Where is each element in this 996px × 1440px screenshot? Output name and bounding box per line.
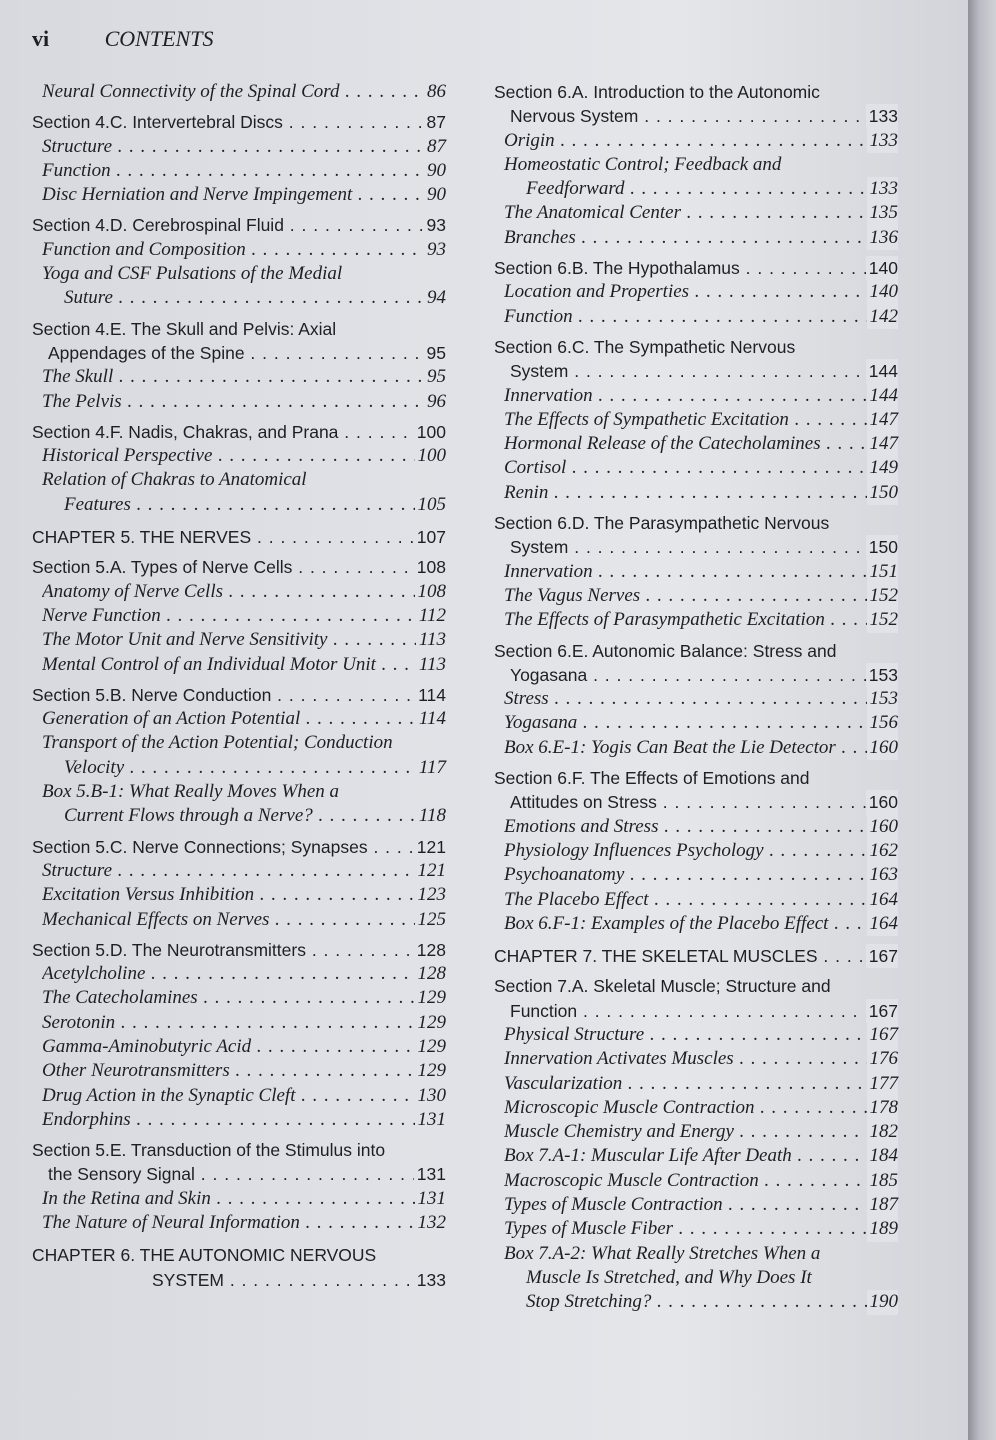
toc-entry	[32, 628, 446, 652]
toc-page-number: 147	[867, 408, 899, 432]
toc-entry	[494, 226, 898, 250]
toc-entry	[32, 908, 446, 932]
toc-entry	[494, 1072, 898, 1096]
toc-entry	[494, 944, 898, 968]
toc-page-number: 185	[867, 1169, 899, 1193]
toc-entry-title-line: Function . . .	[42, 159, 446, 183]
toc-entry-title-line: Innervation Activates Muscles . . .	[504, 1047, 898, 1071]
toc-entry-title-line: Origin . . .	[504, 129, 898, 153]
toc-entry	[32, 135, 446, 159]
toc-entry-title-line: Suture . . .	[42, 286, 446, 310]
toc-entry-title-line: Nervous System . . .	[494, 104, 898, 128]
toc-entry	[32, 1187, 446, 1211]
page-number: vi	[32, 26, 50, 51]
toc-page-number: 133	[866, 104, 898, 128]
toc-page-number: 114	[415, 683, 446, 707]
toc-entry-title-line: Yogasana . . .	[504, 711, 898, 735]
toc-entry	[32, 1035, 446, 1059]
toc-entry-title-line: Section 4.D. Cerebrospinal Fluid . . .	[32, 213, 446, 237]
toc-entry	[32, 835, 446, 859]
toc-entry-title-line: Section 5.B. Nerve Conduction . . .	[32, 683, 446, 707]
toc-page-number: 140	[866, 256, 898, 280]
toc-page-number: 150	[867, 481, 899, 505]
toc-entry-title-line: Feedforward . . .	[504, 177, 898, 201]
toc-entry-title-line: Section 5.D. The Neurotransmitters . . .	[32, 938, 446, 962]
toc-page-number: 94	[424, 286, 446, 310]
toc-entry	[32, 468, 446, 517]
toc-entry-title-line: In the Retina and Skin . . .	[42, 1187, 446, 1211]
toc-entry-title-line: Disc Herniation and Nerve Impingement . . .	[42, 183, 446, 207]
toc-page-number: 184	[867, 1144, 899, 1168]
toc-page-number: 142	[867, 305, 899, 329]
toc-entry-title-line: Section 5.C. Nerve Connections; Synapses . . .	[32, 835, 446, 859]
toc-page-number: 113	[416, 653, 446, 677]
toc-page-number: 117	[416, 756, 446, 780]
toc-entry-title-line: Types of Muscle Contraction . . .	[504, 1193, 898, 1217]
toc-page-number: 153	[866, 663, 898, 687]
running-header	[32, 26, 213, 52]
toc-entry-title-line: SYSTEM . . .	[32, 1268, 446, 1292]
toc-entry	[494, 1120, 898, 1144]
toc-entry	[32, 1011, 446, 1035]
toc-entry	[494, 639, 898, 688]
toc-page-number: 153	[867, 687, 899, 711]
toc-entry-title-line: Location and Properties . . .	[504, 280, 898, 304]
toc-page-number: 108	[415, 580, 447, 604]
toc-entry-title-line: the Sensory Signal . . .	[32, 1162, 446, 1186]
toc-page-number: 108	[414, 555, 446, 579]
toc-page-number: 121	[414, 835, 446, 859]
toc-page-number: 131	[414, 1162, 446, 1186]
toc-entry-title-line: The Motor Unit and Nerve Sensitivity . . .	[42, 628, 446, 652]
toc-entry-title-line: The Catecholamines . . .	[42, 986, 446, 1010]
toc-entry-title-line: Hormonal Release of the Catecholamines . . .	[504, 432, 898, 456]
toc-entry-title-line: CHAPTER 7. THE SKELETAL MUSCLES . . .	[494, 944, 898, 968]
toc-page-number: 133	[867, 129, 899, 153]
toc-page-number: 86	[424, 80, 446, 104]
toc-page-number: 93	[424, 213, 446, 237]
toc-entry-title-line: Physical Structure . . .	[504, 1023, 898, 1047]
toc-page-number: 129	[415, 1059, 447, 1083]
toc-page-number: 90	[424, 159, 446, 183]
toc-entry-title-line: Psychoanatomy . . .	[504, 863, 898, 887]
toc-entry	[32, 1059, 446, 1083]
toc-entry	[494, 839, 898, 863]
toc-entry	[32, 1243, 446, 1292]
toc-entry	[494, 408, 898, 432]
toc-page-number: 144	[867, 384, 899, 408]
toc-page-number: 123	[415, 883, 447, 907]
toc-entry	[494, 256, 898, 280]
toc-entry-title-line: Function and Composition . . .	[42, 238, 446, 262]
toc-entry	[32, 1084, 446, 1108]
toc-entry-title-line: The Effects of Parasympathetic Excitation . . .	[504, 608, 898, 632]
toc-entry	[494, 153, 898, 202]
toc-page-number: 160	[867, 736, 899, 760]
toc-entry	[32, 859, 446, 883]
toc-entry-title-line: Current Flows through a Nerve? . . .	[42, 804, 446, 828]
toc-page-number: 105	[415, 493, 447, 517]
toc-page-number: 156	[867, 711, 899, 735]
toc-entry-title-line: System . . .	[494, 535, 898, 559]
toc-entry-title-line: Drug Action in the Synaptic Cleft . . .	[42, 1084, 446, 1108]
toc-entry-title: Section 5.E. Transduction of the Stimulus into	[32, 1140, 386, 1161]
toc-entry	[32, 962, 446, 986]
toc-page-number: 164	[867, 912, 899, 936]
toc-page-number: 162	[867, 839, 899, 863]
toc-entry	[32, 444, 446, 468]
toc-entry-title-line: The Nature of Neural Information . . .	[42, 1211, 446, 1235]
toc-entry-title-line: Endorphins . . .	[42, 1108, 446, 1132]
toc-page-number: 144	[866, 359, 898, 383]
toc-entry	[32, 110, 446, 134]
toc-page-number: 131	[415, 1108, 447, 1132]
toc-entry-title-line: CHAPTER 5. THE NERVES . . .	[32, 525, 446, 549]
toc-entry-title-line: Attitudes on Stress . . .	[494, 790, 898, 814]
toc-entry	[494, 432, 898, 456]
toc-page-number: 190	[867, 1290, 899, 1314]
toc-entry-title-line: Macroscopic Muscle Contraction . . .	[504, 1169, 898, 1193]
toc-entry-title: Section 4.E. The Skull and Pelvis: Axial	[32, 318, 337, 339]
toc-entry-title-line: Box 6.F-1: Examples of the Placebo Effect . . .	[504, 912, 898, 936]
toc-entry-title-line: Mental Control of an Individual Motor Unit . . .	[42, 653, 446, 677]
toc-entry-title-line: The Pelvis . . .	[42, 390, 446, 414]
toc-page-number: 93	[424, 238, 446, 262]
toc-page-number: 133	[867, 177, 899, 201]
toc-entry-title-line: Generation of an Action Potential . . .	[42, 707, 446, 731]
toc-entry-title-line: Appendages of the Spine . . .	[32, 341, 446, 365]
toc-entry	[32, 986, 446, 1010]
toc-entry-title-line: The Vagus Nerves . . .	[504, 584, 898, 608]
toc-entry	[494, 1096, 898, 1120]
toc-page-number: 129	[415, 986, 447, 1010]
toc-entry-title-line: Innervation . . .	[504, 384, 898, 408]
toc-entry-title-line: Stop Stretching? . . .	[504, 1290, 898, 1314]
toc-entry	[494, 1217, 898, 1241]
toc-entry-title: Section 6.F. The Effects of Emotions and	[494, 768, 810, 789]
toc-entry	[494, 560, 898, 584]
toc-page-number: 118	[416, 804, 446, 828]
toc-entry-title-line: Serotonin . . .	[42, 1011, 446, 1035]
toc-entry-title-line: Gamma-Aminobutyric Acid . . .	[42, 1035, 446, 1059]
toc-entry-title: Homeostatic Control; Feedback and	[504, 153, 782, 175]
toc-entry	[32, 683, 446, 707]
toc-page-number: 140	[867, 280, 899, 304]
toc-page-number: 100	[414, 420, 446, 444]
toc-entry	[32, 365, 446, 389]
toc-entry	[32, 390, 446, 414]
toc-entry	[32, 707, 446, 731]
toc-entry-title-line: Stress . . .	[504, 687, 898, 711]
toc-entry-title-line: Function . . .	[494, 999, 898, 1023]
toc-entry-title-line: Structure . . .	[42, 859, 446, 883]
toc-entry-title-line: Neural Connectivity of the Spinal Cord . . .	[42, 80, 446, 104]
toc-page-number: 107	[414, 525, 446, 549]
toc-entry	[32, 1108, 446, 1132]
toc-entry	[32, 317, 446, 366]
toc-entry	[494, 912, 898, 936]
toc-page-number: 112	[416, 604, 446, 628]
toc-entry-title-line: Other Neurotransmitters . . .	[42, 1059, 446, 1083]
toc-entry	[32, 262, 446, 311]
toc-entry	[494, 384, 898, 408]
toc-entry-title-line: The Skull . . .	[42, 365, 446, 389]
toc-entry-title: CHAPTER 6. THE AUTONOMIC NERVOUS	[32, 1245, 377, 1266]
toc-page-number: 95	[424, 341, 446, 365]
toc-page-number: 178	[867, 1096, 899, 1120]
toc-entry	[494, 863, 898, 887]
toc-page-number: 135	[867, 201, 899, 225]
toc-entry	[494, 511, 898, 560]
toc-page-number: 129	[415, 1011, 447, 1035]
toc-page-number: 176	[867, 1047, 899, 1071]
toc-entry	[494, 481, 898, 505]
toc-entry-title-line: Innervation . . .	[504, 560, 898, 584]
toc-entry-title-line: Anatomy of Nerve Cells . . .	[42, 580, 446, 604]
toc-entry-title-line: Mechanical Effects on Nerves . . .	[42, 908, 446, 932]
toc-entry-title-line: Velocity . . .	[42, 756, 446, 780]
toc-page-number: 149	[867, 456, 899, 480]
toc-entry	[494, 280, 898, 304]
toc-entry	[32, 653, 446, 677]
toc-page-number: 182	[867, 1120, 899, 1144]
toc-page-number: 187	[867, 1193, 899, 1217]
toc-entry-title-line: Structure . . .	[42, 135, 446, 159]
toc-entry-title-line: Section 6.B. The Hypothalamus . . .	[494, 256, 898, 280]
toc-entry	[32, 731, 446, 780]
toc-entry	[32, 555, 446, 579]
toc-entry	[494, 1242, 898, 1315]
toc-page-number: 167	[866, 999, 898, 1023]
toc-entry-title-line: Renin . . .	[504, 481, 898, 505]
toc-entry	[494, 201, 898, 225]
toc-entry	[32, 80, 446, 104]
toc-page-number: 133	[414, 1268, 446, 1292]
running-title: CONTENTS	[104, 26, 214, 51]
toc-entry-title-line: The Effects of Sympathetic Excitation . . .	[504, 408, 898, 432]
toc-entry	[494, 1169, 898, 1193]
toc-entry-title-line: Section 5.A. Types of Nerve Cells . . .	[32, 555, 446, 579]
toc-entry	[32, 883, 446, 907]
toc-entry-title-line: Muscle Chemistry and Energy . . .	[504, 1120, 898, 1144]
toc-entry	[32, 213, 446, 237]
toc-entry	[494, 766, 898, 815]
toc-entry	[494, 335, 898, 384]
toc-entry	[494, 815, 898, 839]
toc-entry	[494, 687, 898, 711]
toc-entry	[32, 159, 446, 183]
toc-entry-title: Yoga and CSF Pulsations of the Medial	[42, 263, 343, 285]
toc-entry-title-line: Microscopic Muscle Contraction . . .	[504, 1096, 898, 1120]
toc-page-number: 150	[866, 535, 898, 559]
toc-entry	[32, 580, 446, 604]
toc-entry-title-line: System . . .	[494, 359, 898, 383]
toc-page-number: 131	[415, 1187, 447, 1211]
toc-entry-title-line: Function . . .	[504, 305, 898, 329]
toc-entry	[494, 1144, 898, 1168]
toc-entry	[32, 183, 446, 207]
toc-entry-title-line: Types of Muscle Fiber . . .	[504, 1217, 898, 1241]
toc-entry	[494, 1193, 898, 1217]
toc-entry	[32, 780, 446, 829]
toc-left-column	[32, 80, 446, 1292]
toc-entry	[494, 80, 898, 129]
toc-entry-title: Relation of Chakras to Anatomical	[42, 469, 307, 491]
toc-entry	[494, 305, 898, 329]
toc-entry	[494, 888, 898, 912]
toc-entry-title: Transport of the Action Potential; Conduction	[42, 732, 393, 754]
toc-page-number: 128	[414, 938, 446, 962]
toc-entry-title-line: Excitation Versus Inhibition . . .	[42, 883, 446, 907]
toc-entry	[32, 420, 446, 444]
toc-entry-title-line: Yogasana . . .	[494, 663, 898, 687]
toc-page-number: 177	[867, 1072, 899, 1096]
toc-page-number: 125	[415, 908, 447, 932]
toc-page-number: 130	[415, 1084, 447, 1108]
toc-entry	[494, 456, 898, 480]
toc-entry-title: Section 6.D. The Parasympathetic Nervous	[494, 513, 830, 534]
toc-entry-title: Box 7.A-2: What Really Stretches When a	[504, 1242, 821, 1264]
toc-page-number: 163	[867, 863, 899, 887]
toc-page-number: 151	[867, 560, 899, 584]
toc-entry-title-line: The Placebo Effect . . .	[504, 888, 898, 912]
toc-page-number: 167	[866, 944, 898, 968]
toc-page-number: 113	[416, 628, 446, 652]
toc-page-number: 114	[416, 707, 446, 731]
toc-page-number: 152	[867, 608, 899, 632]
toc-entry	[494, 736, 898, 760]
toc-entry-title-line: Cortisol . . .	[504, 456, 898, 480]
toc-entry-title-line: Physiology Influences Psychology . . .	[504, 839, 898, 863]
toc-page-number: 129	[415, 1035, 447, 1059]
toc-entry-title-line: Emotions and Stress . . .	[504, 815, 898, 839]
toc-entry-title: Section 6.E. Autonomic Balance: Stress and	[494, 640, 837, 661]
toc-entry	[494, 1023, 898, 1047]
toc-entry-title-line: Section 4.F. Nadis, Chakras, and Prana . . .	[32, 420, 446, 444]
toc-entry	[494, 711, 898, 735]
toc-entry	[32, 525, 446, 549]
toc-entry-title-line: Section 4.C. Intervertebral Discs . . .	[32, 110, 446, 134]
toc-page-number: 160	[867, 815, 899, 839]
toc-entry-title: Section 6.C. The Sympathetic Nervous	[494, 336, 796, 357]
toc-entry	[32, 238, 446, 262]
toc-entry-title-line: Features . . .	[42, 493, 446, 517]
adjacent-page-edge	[968, 0, 996, 1440]
toc-entry-title-line: Nerve Function . . .	[42, 604, 446, 628]
toc-entry-title-line: Branches . . .	[504, 226, 898, 250]
toc-entry	[32, 1211, 446, 1235]
toc-page-number: 167	[867, 1023, 899, 1047]
toc-entry-title: Section 7.A. Skeletal Muscle; Structure and	[494, 976, 831, 997]
toc-page-number: 132	[415, 1211, 447, 1235]
toc-page-number: 128	[415, 962, 447, 986]
toc-entry	[494, 608, 898, 632]
toc-entry-title-line: Acetylcholine . . .	[42, 962, 446, 986]
toc-page-number: 147	[867, 432, 899, 456]
toc-page-number: 136	[867, 226, 899, 250]
toc-right-column	[494, 80, 898, 1315]
toc-entry-title-line: Vascularization . . .	[504, 1072, 898, 1096]
toc-entry-title-line: Historical Perspective . . .	[42, 444, 446, 468]
toc-page-number: 100	[415, 444, 447, 468]
toc-page-number: 87	[424, 110, 446, 134]
toc-page-number: 164	[867, 888, 899, 912]
toc-page-number: 96	[424, 390, 446, 414]
toc-page-number: 90	[424, 183, 446, 207]
toc-page-number: 95	[424, 365, 446, 389]
toc-page-number: 121	[415, 859, 447, 883]
toc-entry-title-line: Box 6.E-1: Yogis Can Beat the Lie Detector . . .	[504, 736, 898, 760]
toc-page-number: 152	[867, 584, 899, 608]
toc-entry-title: Section 6.A. Introduction to the Autonomic	[494, 82, 820, 102]
toc-entry-title: Muscle Is Stretched, and Why Does It	[526, 1266, 812, 1288]
toc-page-number: 160	[866, 790, 898, 814]
toc-entry	[494, 129, 898, 153]
toc-entry	[32, 1138, 446, 1187]
toc-entry-title-line: The Anatomical Center . . .	[504, 201, 898, 225]
toc-entry	[494, 584, 898, 608]
toc-entry	[32, 604, 446, 628]
toc-entry	[32, 938, 446, 962]
toc-entry-title: Box 5.B-1: What Really Moves When a	[42, 781, 340, 803]
toc-entry	[494, 974, 898, 1023]
toc-page-number: 87	[424, 135, 446, 159]
toc-entry-title-line: Box 7.A-1: Muscular Life After Death . . .	[504, 1144, 898, 1168]
toc-page-number: 189	[867, 1217, 899, 1241]
toc-entry	[494, 1047, 898, 1071]
